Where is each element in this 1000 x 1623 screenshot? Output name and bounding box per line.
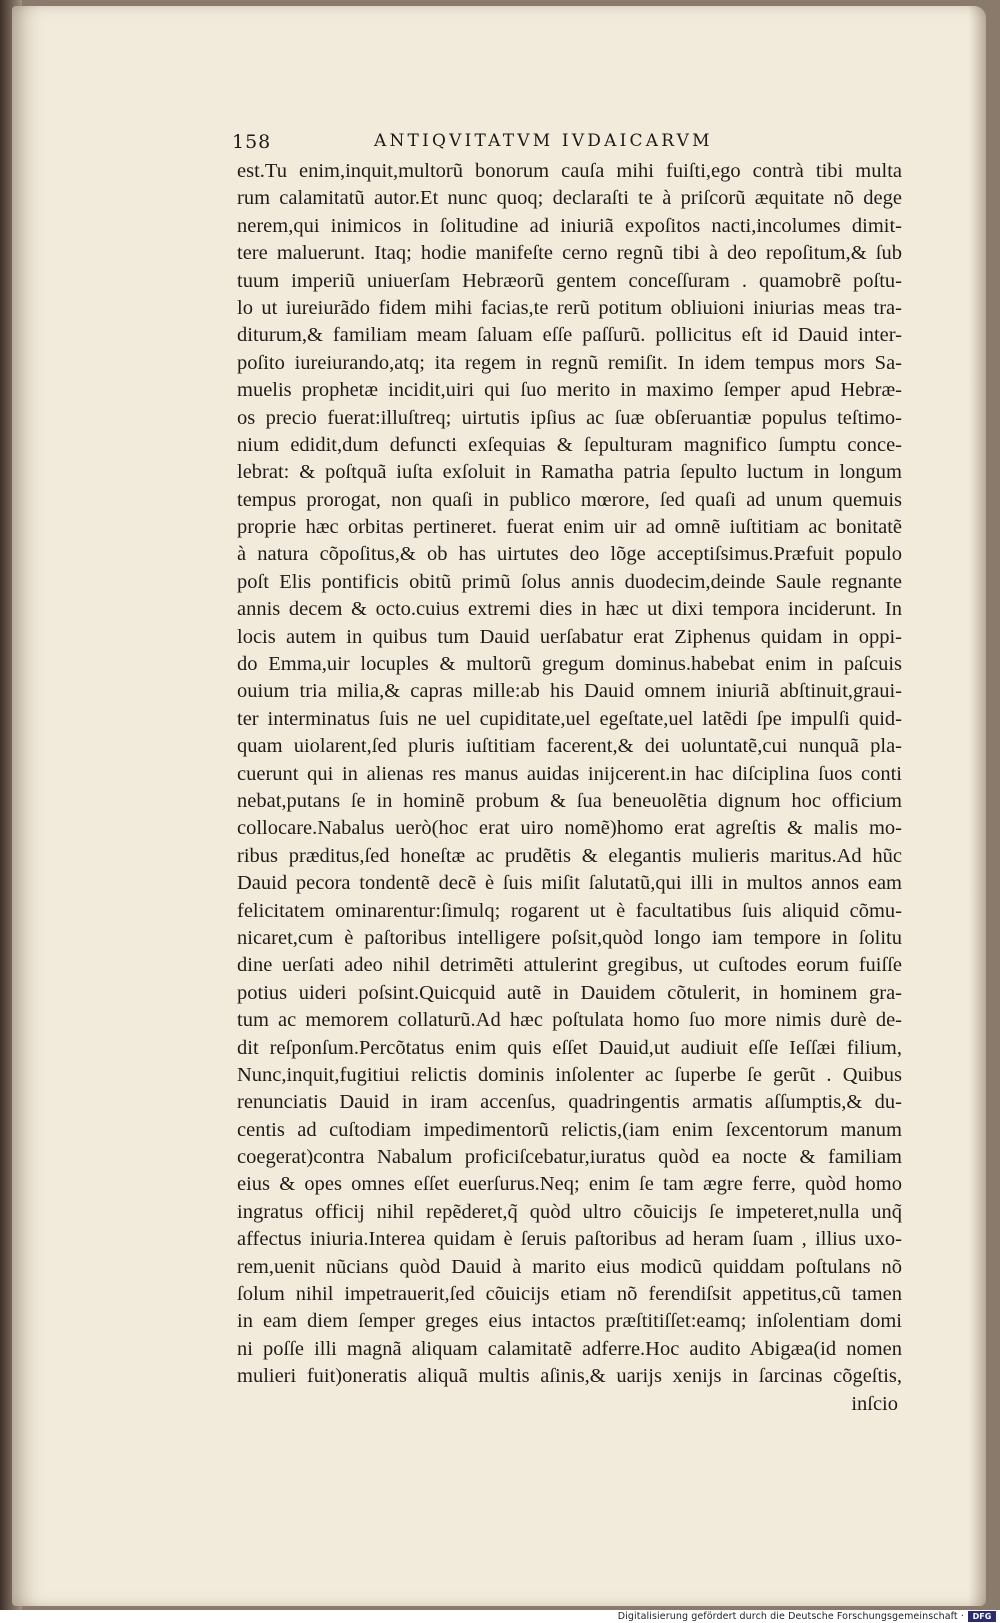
text-line: quam uiolarent,ſed pluris iuſtitiam facerent,& dei uoluntatẽ,cui nunquã pla- (237, 735, 902, 758)
text-line: dit reſponſum.Percõtatus enim quis eſſet Dauid,ut audiuit eſſe Ieſſæi filium, (237, 1036, 902, 1059)
text-line: locis autem in quibus tum Dauid uerſabatur erat Ziphenus quidam in oppi- (237, 625, 902, 648)
text-line: potius uideri poſsint.Quicquid autẽ in Dauidem cõtulerit, in hominem gra- (237, 981, 902, 1004)
text-line: nicaret,cum è paſtoribus intelligere poſsit,quòd longo iam tempore in ſolitu (237, 926, 902, 949)
text-line: collocare.Nabalus uerò(hoc erat uiro nomẽ)homo erat agreſtis & malis mo- (237, 817, 902, 840)
text-line: ouium tria milia,& capras mille:ab his Dauid omnem iniuriã abſtinuit,graui- (237, 680, 902, 703)
text-line: affectus iniuria.Interea quidam è ſeruis paſtoribus ad heram ſuam , illius uxo- (237, 1228, 902, 1251)
text-line: est.Tu enim,inquit,multorũ bonorum cauſa mihi fuiſti,ego contrà tibi multa (237, 160, 902, 182)
text-line: ingratus officij nihil repẽderet,q̃ quòd ultro cõuicijs ſe impeteret,nulla unq̃ (237, 1200, 902, 1223)
text-line: ni poſſe illi magnã aliquam calamitatẽ adferre.Hoc audito Abigæa(id nomen (237, 1337, 902, 1360)
text-line: eius & opes omnes eſſet euerſurus.Neq; enim ſe tam ægre ferre, quòd homo (237, 1173, 902, 1196)
page-header (232, 131, 792, 155)
text-line: centis ad cuſtodiam impedimentorũ relictis,(iam enim ſexcentorum manum (237, 1118, 902, 1141)
text-line: annis decem & octo.cuius extremi dies in hæc ut dixi tempora inciderunt. In (237, 598, 902, 621)
text-line: Nunc,inquit,fugitiui relictis dominis inſolenter ac ſuperbe ſe gerũt . Quibus (237, 1063, 902, 1086)
text-line: tuum imperiũ uniuerſam Hebræorũ gentem conceſſuram . quamobrẽ poſtu- (237, 269, 902, 292)
text-line: do Emma,uir locuples & multorũ gregum dominus.habebat enim in paſcuis (237, 653, 902, 676)
catchword: inſcio (851, 1392, 898, 1415)
text-line: ribus præditus,ſed honeſtæ ac prudẽtis & elegantis mulieris maritus.Ad hũc (237, 844, 902, 867)
funding-notice: Digitalisierung gefördert durch die Deutsche Forschungsgemeinschaft · (617, 1611, 964, 1622)
text-line: à natura cõpoſitus,& ob has uirtutes deo lõge acceptiſsimus.Præfuit populo (237, 543, 902, 566)
text-line: poſito iureiurando,atq; ita regem in regnũ remiſit. In idem tempus mors Sa- (237, 351, 902, 374)
text-line: cuerunt qui in alienas res manus auidas inijcerent.in hac diſciplina ſuos conti (237, 762, 902, 785)
text-line: rum calamitatũ autor.Et nunc quoq; declaraſti te à priſcorũ æquitate nõ dege (237, 187, 902, 210)
text-line: lo ut iureiurãdo fidem mihi facias,te rerũ potitum obliuioni iniurias meas tra- (237, 296, 902, 319)
text-line: proprie hæc orbitas pertineret. fuerat enim uir ad omnẽ iuſtitiam ac bonitatẽ (237, 516, 902, 539)
text-line: in eam diem ſemper greges eius intactos præſtitiſſet:eamq; inſolentiam domi (237, 1310, 902, 1333)
text-line: lebrat: & poſtquã iuſta exſoluit in Ramatha patria ſepulto luctum in longum (237, 461, 902, 484)
text-line: renunciatis Dauid in iram accenſus, quadringentis armatis aſſumptis,& du- (237, 1091, 902, 1114)
text-line: tere maluerunt. Itaq; hodie manifeſte cerno regnũ tibi à deo repoſitum,& ſub (237, 242, 902, 265)
running-title: ANTIQVITATVM IVDAICARVM (374, 131, 713, 151)
dfg-logo: DFG (968, 1611, 996, 1622)
text-line: ter interminatus ſuis ne uel cupiditate,uel egeſtate,uel latẽdi ſpe impulſi quid- (237, 707, 902, 730)
text-line: ſolum nihil impetrauerit,ſed cõuicijs etiam nõ ferendiſsit appetitus,cũ tamen (237, 1283, 902, 1306)
text-line: tempus prorogat, non quaſi in publico mœrore, ſed quaſi ad unum quemuis (237, 488, 902, 511)
text-line: muelis prophetæ incidit,uiri qui ſuo merito in maximo ſemper apud Hebræ- (237, 379, 902, 402)
text-line: felicitatem ominarentur:ſimulq; rogarent ut è facultatibus ſuis aliquid cõmu- (237, 899, 902, 922)
text-line: nium edidit,dum defuncti exſequias & ſepulturam magnifico ſumptu conce- (237, 433, 902, 456)
text-line: diturum,& familiam meam ſaluam eſſe paſſurũ. pollicitus eſt id Dauid inter- (237, 324, 902, 347)
text-line: nebat,putans ſe in hominẽ probum & ſua beneuolẽtia dignum hoc officium (237, 789, 902, 812)
text-line: mulieri fuit)oneratis aliquã multis aſinis,& uarijs xenijs in ſarcinas cõgeſtis, (237, 1365, 902, 1388)
text-line: Dauid pecora tondentẽ decẽ è ſuis miſit ſalutatũ,qui illi in multos annos eam (237, 872, 902, 895)
text-line: tum ac memorem collaturũ.Ad hæc poſtulata homo ſuo more nimis durè de- (237, 1009, 902, 1032)
page-edge-shadow (968, 6, 986, 1606)
text-line: coegerat)contra Nabalum proficiſcebatur,iuratus quòd ea nocte & familiam (237, 1146, 902, 1169)
text-line: os precio fuerat:illuſtreq; uirtutis ipſius ac ſuæ obſeruantiæ populus teſtimo- (237, 406, 902, 429)
body-text (237, 158, 902, 1418)
page-number: 158 (232, 131, 272, 153)
text-line: dine uerſati adeo nihil detrimẽti attulerint gregibus, ut cuſtodes eorum fuiſſe (237, 954, 902, 977)
text-line: rem,uenit nũcians quòd Dauid à marito eius modicũ quiddam poſtulans nõ (237, 1255, 902, 1278)
digitization-footer (0, 1610, 1000, 1623)
text-line: nerem,qui inimicos in ſolitudine ad iniuriã expoſitos nacti,incolumes dimit- (237, 214, 902, 237)
text-line: poſt Elis pontificis obitũ primũ ſolus annis duodecim,deinde Saule regnante (237, 570, 902, 593)
